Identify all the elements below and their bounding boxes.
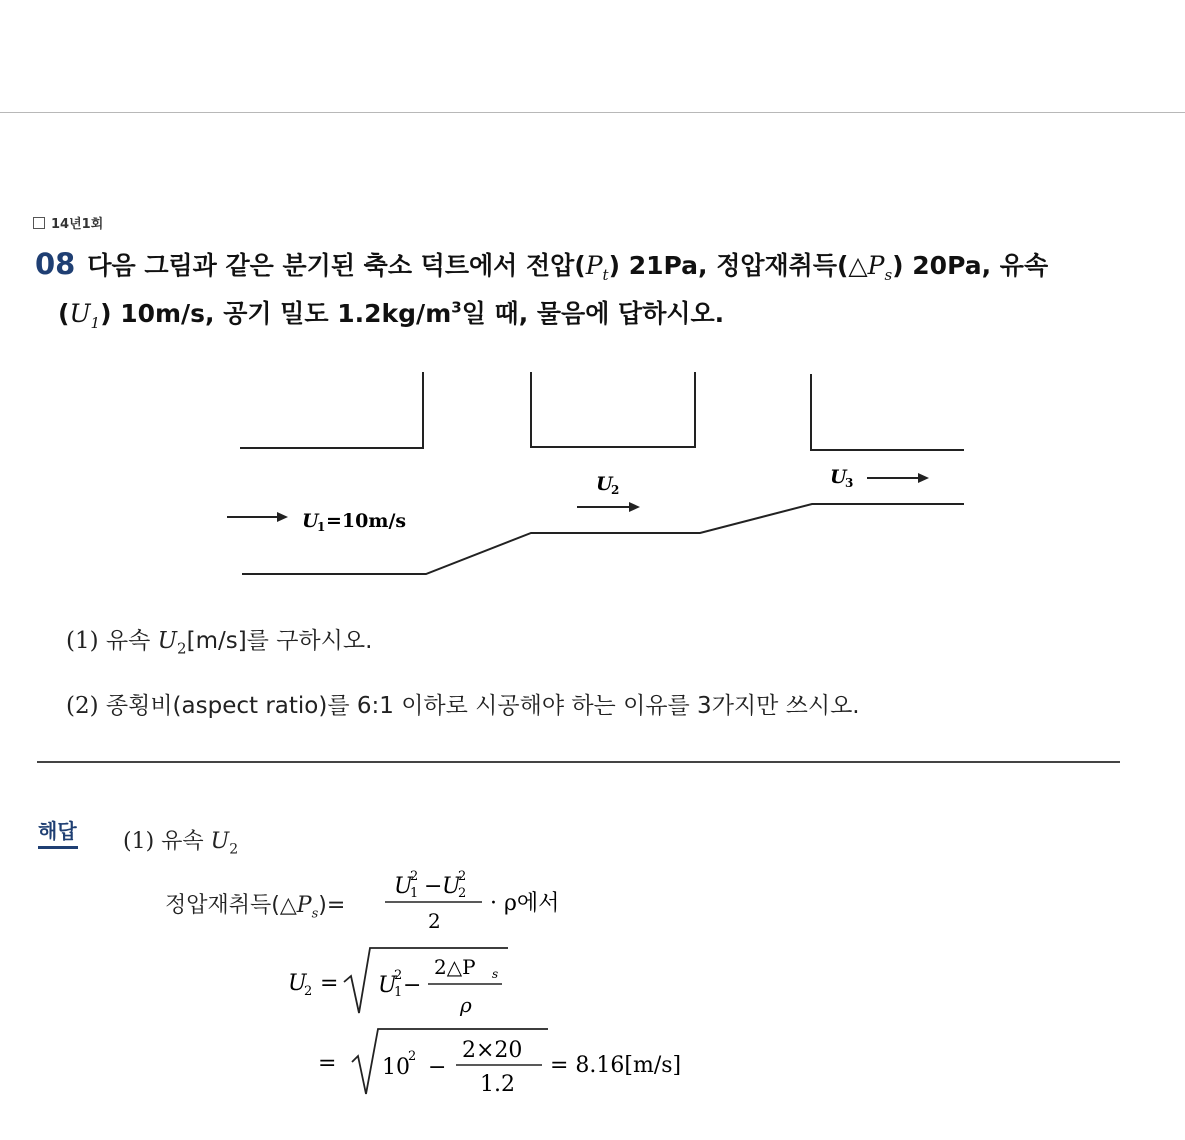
- eq3-numerator: 2×20: [462, 1038, 523, 1063]
- subquestion-1-subscript: 2: [177, 639, 187, 658]
- svg-text:=: =: [318, 1051, 337, 1076]
- u3-sub: 3: [845, 476, 854, 490]
- ps-subscript: s: [884, 266, 893, 284]
- eq1-fraction: [385, 869, 482, 933]
- u1-symbol: U: [69, 299, 91, 328]
- question-text-2a: (: [58, 299, 70, 328]
- pt-symbol: P: [585, 251, 603, 280]
- svg-text:2: 2: [410, 869, 419, 884]
- question-text-2b: ) 10m/s, 공기 밀도 1.2kg/m: [100, 299, 452, 328]
- eq1-lhs-text: 정압재취득(△: [165, 893, 297, 918]
- subquestion-2-number: (2): [66, 693, 99, 719]
- source-tag-text: 14년1회: [51, 217, 104, 232]
- u1-subscript: 1: [90, 314, 101, 332]
- svg-text:−: −: [428, 1055, 447, 1080]
- question-number: 08: [35, 247, 76, 281]
- subquestion-1-number: (1): [66, 628, 99, 654]
- eq3-denominator: 1.2: [480, 1072, 515, 1097]
- svg-text:=: =: [320, 971, 339, 996]
- svg-text:1: 1: [410, 886, 419, 901]
- subquestion-1-symbol: U: [157, 628, 178, 654]
- u1-sub: 1: [317, 520, 326, 534]
- svg-text:1: 1: [394, 985, 403, 1000]
- answer-part-title: 유속: [161, 829, 211, 854]
- eq1-denominator: 2: [428, 909, 441, 933]
- u1-value: =10m/s: [326, 510, 407, 532]
- u2-label: U: [596, 473, 613, 495]
- question-text-1a: 다음 그림과 같은 분기된 축소 덕트에서 전압(: [87, 251, 586, 280]
- eq2-denominator: ρ: [460, 993, 472, 1017]
- eq2-lhs: U: [288, 971, 307, 996]
- svg-text:U: U: [394, 874, 413, 899]
- answer-label: 해답: [38, 819, 77, 843]
- u1-label: U: [302, 510, 319, 532]
- eq1-tail: · ρ에서: [490, 891, 560, 916]
- answer-part-subscript: 2: [229, 841, 239, 858]
- eq1-lhs-subscript: s: [311, 906, 319, 922]
- subquestion-1-text-a: 유속: [105, 628, 158, 654]
- eq2-numerator: 2△P: [434, 955, 476, 979]
- eq3-sqrt: [352, 1029, 548, 1097]
- svg-text:2: 2: [458, 869, 467, 884]
- question-text-1b: ) 21Pa, 정압재취득(△: [608, 251, 868, 280]
- svg-text:2: 2: [458, 886, 467, 901]
- question-text-2c: 일 때, 물음에 답하시오.: [461, 299, 725, 328]
- u3-label: U: [830, 466, 847, 488]
- eq2-numerator-sub: s: [492, 967, 499, 981]
- eq3-base: 10: [382, 1055, 410, 1080]
- eq2-lhs-sub: 2: [304, 984, 313, 999]
- eq1-lhs-end: )=: [318, 893, 346, 918]
- answer-part-symbol: U: [210, 829, 230, 854]
- u2-sub: 2: [611, 483, 620, 497]
- eq3-sup: 2: [408, 1049, 417, 1064]
- subquestion-2-text: 종횡비(aspect ratio)를 6:1 이하로 시공해야 하는 이유를 3가지만 쓰시오.: [105, 693, 860, 719]
- svg-text:2: 2: [394, 968, 403, 983]
- eq1-lhs-symbol: P: [296, 893, 312, 918]
- question-text-1c: ) 20Pa, 유속: [892, 251, 1049, 280]
- svg-text:U: U: [378, 973, 397, 998]
- subquestion-1-text-b: [m/s]를 구하시오.: [186, 628, 373, 654]
- ps-symbol: P: [867, 251, 885, 280]
- pt-subscript: t: [602, 266, 609, 284]
- eq3-result: = 8.16[m/s]: [550, 1053, 682, 1078]
- eq2-sqrt: [344, 948, 508, 1017]
- svg-text:U: U: [442, 874, 461, 899]
- cube-superscript: 3: [451, 298, 462, 317]
- answer-part-number: (1): [123, 829, 155, 854]
- svg-text:−: −: [403, 973, 422, 998]
- svg-text:−: −: [424, 874, 443, 899]
